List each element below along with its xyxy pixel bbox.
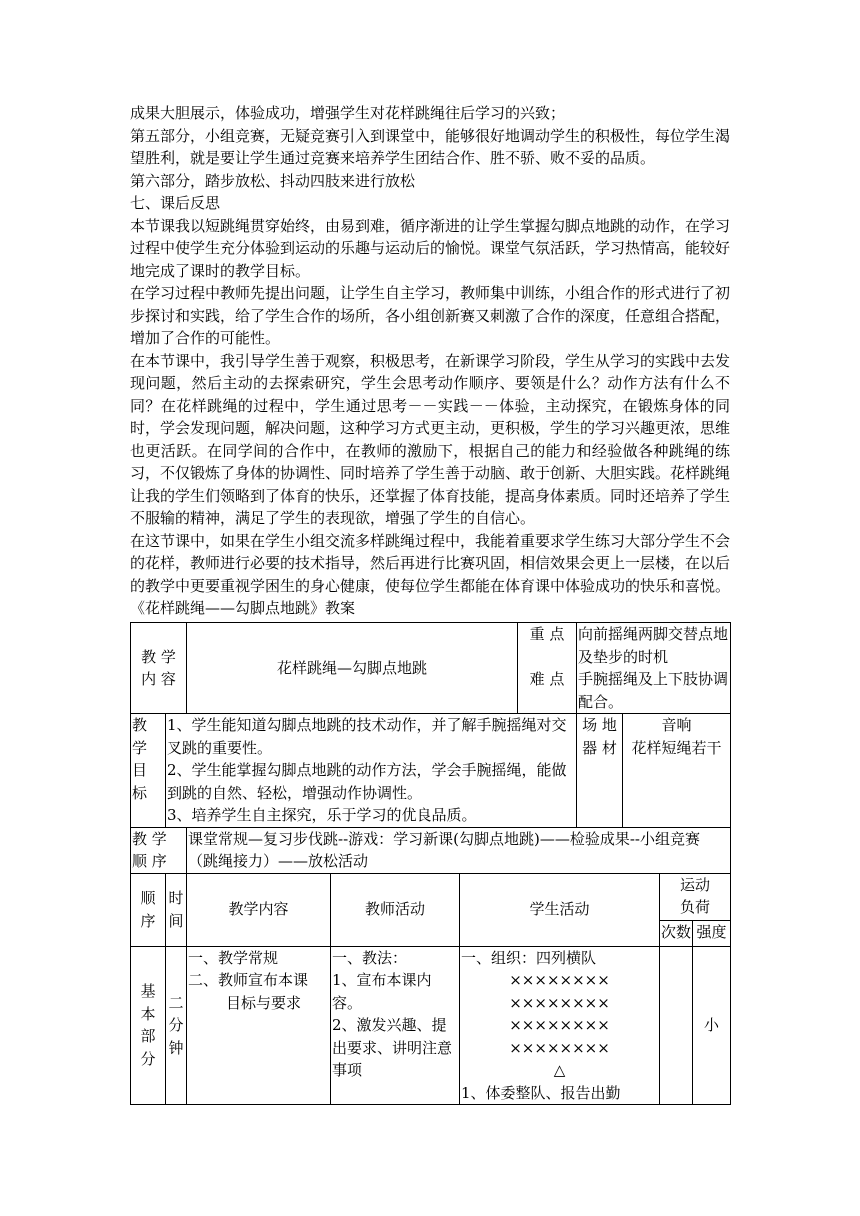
paragraph-5: 在学习过程中教师先提出问题，让学生自主学习，教师集中训练，小组合作的形式进行了初步探讨和实践，给了学生合作的场所，各小组创新赛又刺激了合作的深度，任意组合搭配，增加了合作的可能性。 bbox=[130, 284, 731, 347]
row-content-item-2: 二、教师宣布本课 bbox=[188, 971, 309, 989]
header-content-label: 教学内容 bbox=[228, 900, 289, 919]
header-count bbox=[660, 920, 693, 946]
row-student bbox=[460, 946, 660, 1105]
order-label-cell bbox=[131, 827, 187, 873]
paragraph-1: 成果大胆展示，体验成功，增强学生对花样跳绳往后学习的兴致； bbox=[130, 104, 566, 122]
difficulty-label: 难 点 bbox=[529, 670, 565, 688]
header-student-label: 学生活动 bbox=[529, 900, 590, 919]
document-body bbox=[130, 102, 730, 620]
row-content-item-1: 一、教学常规 bbox=[188, 948, 279, 967]
row-teacher-item-2: 1、宣布本课内容。 bbox=[332, 971, 432, 1012]
venue-label-cell bbox=[577, 714, 623, 828]
row-sequence-label: 基 本 部 分 bbox=[140, 982, 156, 1068]
key-label: 重 点 bbox=[529, 625, 565, 643]
header-sequence-label: 顺 序 bbox=[140, 889, 156, 930]
goals-cell bbox=[166, 714, 577, 828]
goals-label: 教 学 目 标 bbox=[132, 716, 148, 802]
content-label: 教 学 内 容 bbox=[141, 647, 176, 688]
paragraph-4: 本节课我以短跳绳贯穿始终，由易到难，循序渐进的让学生掌握勾脚点地跳的动作，在学习过程中使学生充分体验到运动的乐趣与运动后的愉悦。课堂气氛活跃，学习热情高，能较好地完成了课时的教学目标。 bbox=[130, 216, 731, 280]
row-intensity-label: 小 bbox=[704, 1016, 720, 1034]
order-text: 课堂常规—复习步伐跳--游戏：学习新课(勾脚点地跳)——检验成果--小组竞赛（跳绳接力）——放松活动 bbox=[188, 829, 700, 870]
goal-3: 3、培养学生自主探究，乐于学习的优良品质。 bbox=[167, 806, 477, 824]
order-label: 教 学 顺 序 bbox=[132, 829, 167, 870]
goal-1: 1、学生能知道勾脚点地跳的技术动作，并了解手腕摇绳对交叉跳的重要性。 bbox=[167, 716, 567, 757]
formation-line-4: ×××××××× bbox=[509, 1038, 610, 1057]
venue-item-speaker: 音响 bbox=[661, 716, 692, 734]
goal-2: 2、学生能掌握勾脚点地跳的动作方法，学会手腕摇绳，能做到跳的自然、轻松，增强动作协调性。 bbox=[167, 761, 567, 802]
header-time-label: 时 间 bbox=[168, 889, 184, 930]
header-student bbox=[460, 873, 660, 946]
venue-item-ropes: 花样短绳若干 bbox=[631, 738, 722, 757]
header-content bbox=[187, 873, 331, 946]
content-title: 花样跳绳—勾脚点地跳 bbox=[277, 658, 428, 677]
row-student-title: 一、组织：四列横队 bbox=[461, 948, 597, 967]
paragraph-2: 第五部分，小组竞赛，无疑竞赛引入到课堂中，能够很好地调动学生的积极性，每位学生渴望胜利，就是要让学生通过竞赛来培养学生团结合作、胜不骄、败不妥的品质。 bbox=[130, 126, 731, 167]
row-content bbox=[187, 946, 331, 1105]
header-sequence bbox=[131, 873, 166, 946]
venue-cell bbox=[623, 714, 731, 828]
header-count-label: 次数 bbox=[661, 922, 692, 941]
row-time-label: 二 分 钟 bbox=[168, 993, 184, 1057]
header-intensity-label: 强度 bbox=[696, 922, 727, 941]
row-student-note: 1、体委整队、报告出勤 bbox=[461, 1083, 621, 1102]
row-content-item-3: 目标与要求 bbox=[226, 993, 302, 1012]
content-title-cell bbox=[187, 623, 518, 714]
row-sequence bbox=[131, 946, 166, 1105]
row-teacher-item-3: 2、激发兴趣、提出要求、讲明注意事项 bbox=[332, 1016, 453, 1079]
paragraph-7: 在这节课中，如果在学生小组交流多样跳绳过程中，我能着重要求学生练习大部分学生不会的花样，教师进行必要的技术指导，然后再进行比赛巩固，相信效果会更上一层楼，在以后的教学中更要重视学困生的身心健康，使每位学生都能在体育课中体验成功的快乐和喜悦。 bbox=[130, 531, 731, 595]
content-label-cell bbox=[131, 623, 187, 714]
lesson-plan-table bbox=[130, 622, 731, 1105]
header-intensity bbox=[693, 920, 731, 946]
header-teacher-label: 教师活动 bbox=[364, 900, 425, 919]
header-load-label: 运动负荷 bbox=[680, 875, 711, 916]
goals-label-cell bbox=[131, 714, 166, 828]
header-teacher bbox=[331, 873, 460, 946]
key-text-cell bbox=[577, 623, 731, 714]
teacher-position-marker: △ bbox=[553, 1061, 566, 1079]
header-load bbox=[660, 873, 731, 920]
order-cell bbox=[187, 827, 731, 873]
paragraph-6: 在本节课中，我引导学生善于观察，积极思考，在新课学习阶段，学生从学习的实践中去发现问题，然后主动的去探索研究，学生会思考动作顺序、要领是什么？动作方法有什么不同？在花样跳绳的过程中，学生通过思考－－实践－－体验，主动探究，在锻炼身体的同时，学会发现问题，解决问题，这种学习方式更主动，更积极，学生的学习兴趣更浓，思维也更活跃。在同学间的合作中，在教师的激励下，根据自己的能力和经验做各种跳绳的练习，不仅锻炼了身体的协调性、同时培养了学生善于动脑、敢于创新、大胆实践。花样跳绳让我的学生们领略到了体育的快乐，还掌握了体育技能，提高身体素质。同时还培养了学生不服输的精神，满足了学生的表现欲，增强了学生的自信心。 bbox=[130, 351, 731, 527]
formation-line-2: ×××××××× bbox=[509, 993, 610, 1012]
formation-line-1: ×××××××× bbox=[509, 971, 610, 989]
row-count bbox=[660, 946, 693, 1105]
formation-line-3: ×××××××× bbox=[509, 1016, 610, 1034]
key-label-cell bbox=[518, 623, 577, 714]
lesson-plan-title: 《花样跳绳——勾脚点地跳》教案 bbox=[130, 599, 356, 617]
key-text: 向前摇绳两脚交替点地及垫步的时机 bbox=[578, 625, 729, 666]
row-intensity bbox=[693, 946, 731, 1105]
section-heading: 七、课后反思 bbox=[130, 194, 221, 212]
venue-label: 场 地 器 材 bbox=[582, 716, 617, 757]
difficulty-text: 手腕摇绳及上下肢协调配合。 bbox=[578, 670, 729, 711]
row-teacher bbox=[331, 946, 460, 1105]
paragraph-3: 第六部分，踏步放松、抖动四肢来进行放松 bbox=[130, 171, 416, 190]
row-time bbox=[166, 946, 187, 1105]
row-teacher-item-1: 一、教法： bbox=[332, 948, 408, 967]
header-time bbox=[166, 873, 187, 946]
